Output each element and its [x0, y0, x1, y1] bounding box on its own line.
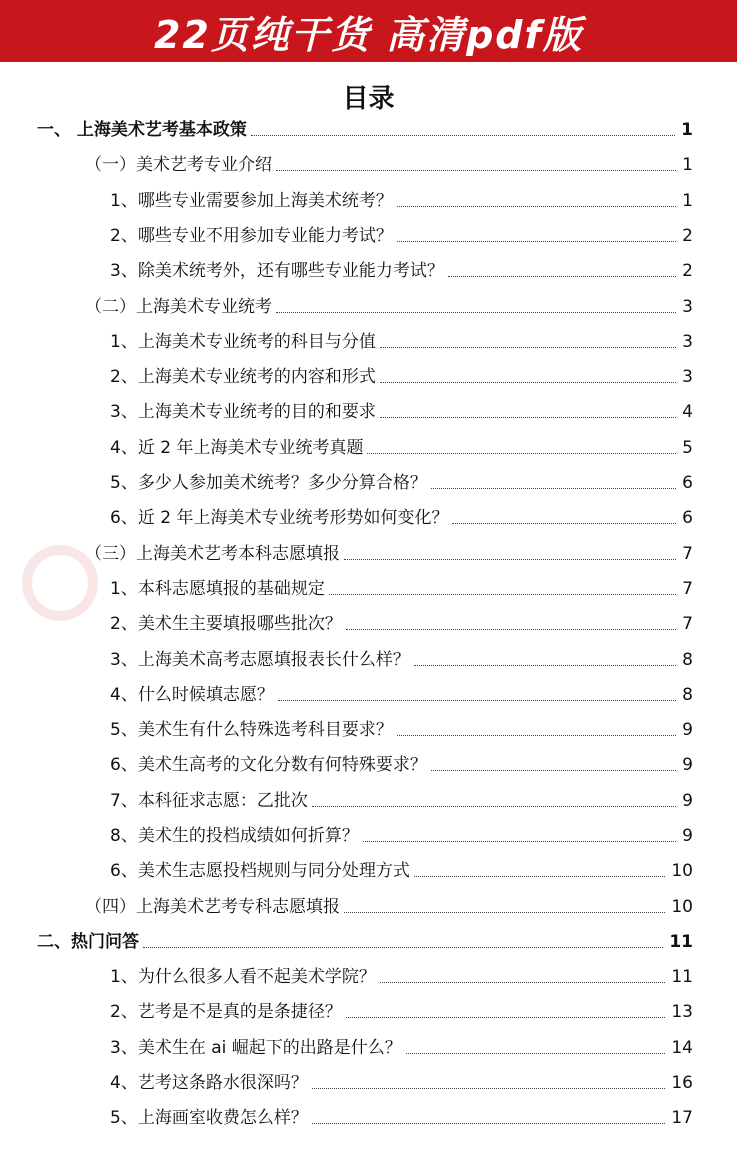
toc-entry-page: 13 [671, 1002, 693, 1022]
toc-entry-label: 1、上海美术专业统考的科目与分值 [110, 332, 376, 352]
toc-entry-label: 2、艺考是不是真的是条捷径？ [110, 1002, 342, 1022]
toc-entry-page: 14 [671, 1038, 693, 1058]
toc-dot-leader [346, 1017, 666, 1018]
toc-entry-page: 1 [682, 191, 693, 211]
toc-dot-leader [312, 1088, 666, 1089]
toc-entry-label: 2、上海美术专业统考的内容和形式 [110, 367, 376, 387]
toc-dot-leader [452, 523, 676, 524]
toc-entry[interactable] [110, 433, 693, 459]
toc-entry-page: 1 [682, 155, 693, 175]
toc-entry-page: 8 [682, 650, 693, 670]
toc-entry[interactable] [110, 574, 693, 600]
toc-dot-leader [397, 206, 676, 207]
toc-dot-leader [406, 1053, 666, 1054]
toc-entry-page: 17 [671, 1108, 693, 1128]
toc-entry[interactable] [110, 645, 693, 671]
toc-entry-page: 10 [671, 897, 693, 917]
toc-entry[interactable] [110, 750, 693, 776]
toc-entry[interactable] [110, 856, 693, 882]
toc-entry[interactable] [110, 256, 693, 282]
toc-entry[interactable] [85, 292, 693, 318]
toc-entry-label: 5、多少人参加美术统考？多少分算合格？ [110, 473, 427, 493]
toc-dot-leader [431, 770, 676, 771]
toc-entry-page: 11 [669, 932, 693, 952]
toc-dot-leader [143, 947, 663, 948]
toc-entry[interactable] [110, 397, 693, 423]
toc-entry-label: 2、哪些专业不用参加专业能力考试？ [110, 226, 393, 246]
toc-entry-page: 3 [682, 297, 693, 317]
toc-entry[interactable] [110, 221, 693, 247]
toc-entry[interactable] [110, 362, 693, 388]
toc-entry-label: 8、美术生的投档成绩如何折算？ [110, 826, 359, 846]
toc-entry-page: 1 [681, 120, 693, 140]
toc-dot-leader [312, 806, 676, 807]
toc-entry-page: 7 [682, 579, 693, 599]
toc-entry-label: 二、热门问答 [37, 932, 139, 952]
toc-dot-leader [346, 629, 676, 630]
toc-entry-page: 9 [682, 720, 693, 740]
toc-entry-page: 6 [682, 473, 693, 493]
toc-entry-label: （二）上海美术专业统考 [85, 297, 272, 317]
toc-entry[interactable] [110, 786, 693, 812]
toc-entry[interactable] [37, 115, 693, 141]
toc-entry[interactable] [85, 150, 693, 176]
toc-entry[interactable] [110, 962, 693, 988]
toc-entry[interactable] [110, 503, 693, 529]
toc-entry[interactable] [85, 892, 693, 918]
toc-entry-label: 3、美术生在 ai 崛起下的出路是什么？ [110, 1038, 402, 1058]
toc-entry[interactable] [110, 821, 693, 847]
toc-dot-leader [276, 170, 676, 171]
toc-entry-label: 2、美术生主要填报哪些批次？ [110, 614, 342, 634]
toc-entry-label: 3、上海美术专业统考的目的和要求 [110, 402, 376, 422]
toc-dot-leader [397, 735, 676, 736]
toc-dot-leader [397, 241, 676, 242]
toc-entry-page: 7 [682, 544, 693, 564]
toc-dot-leader [380, 417, 676, 418]
toc-entry-label: （三）上海美术艺考本科志愿填报 [85, 544, 340, 564]
toc-entry-page: 16 [671, 1073, 693, 1093]
toc-dot-leader [380, 347, 676, 348]
toc-dot-leader [251, 135, 675, 136]
toc-entry-label: 1、哪些专业需要参加上海美术统考？ [110, 191, 393, 211]
toc-entry-page: 2 [682, 226, 693, 246]
toc-entry-page: 6 [682, 508, 693, 528]
toc-entry[interactable] [85, 539, 693, 565]
toc-dot-leader [431, 488, 676, 489]
toc-entry[interactable] [110, 997, 693, 1023]
toc-entry[interactable] [37, 927, 693, 953]
toc-dot-leader [380, 982, 666, 983]
toc-entry-label: 6、近 2 年上海美术专业统考形势如何变化？ [110, 508, 449, 528]
toc-entry-page: 10 [671, 861, 693, 881]
toc-dot-leader [344, 559, 676, 560]
toc-entry-page: 9 [682, 755, 693, 775]
toc-dot-leader [448, 276, 676, 277]
toc-entry[interactable] [110, 186, 693, 212]
toc-dot-leader [363, 841, 676, 842]
toc-entry-label: 6、美术生高考的文化分数有何特殊要求？ [110, 755, 427, 775]
toc-dot-leader [414, 876, 666, 877]
toc-entry-label: 一、 上海美术艺考基本政策 [37, 120, 247, 140]
toc-entry-page: 5 [682, 438, 693, 458]
toc-entry-page: 4 [682, 402, 693, 422]
toc-entry[interactable] [110, 468, 693, 494]
banner-title: 22页纯干货 高清pdf版 [153, 12, 584, 57]
toc-entry[interactable] [110, 680, 693, 706]
banner [0, 0, 737, 62]
toc-title: 目录 [342, 84, 395, 114]
toc-dot-leader [312, 1123, 666, 1124]
toc-entry-page: 7 [682, 614, 693, 634]
toc-entry[interactable] [110, 327, 693, 353]
toc-entry[interactable] [110, 1033, 693, 1059]
toc-dot-leader [276, 312, 676, 313]
toc-dot-leader [278, 700, 676, 701]
toc-entry-label: 5、上海画室收费怎么样？ [110, 1108, 308, 1128]
toc-entry-page: 8 [682, 685, 693, 705]
toc-entry-label: 1、本科志愿填报的基础规定 [110, 579, 325, 599]
toc-dot-leader [380, 382, 676, 383]
toc-entry-page: 3 [682, 332, 693, 352]
toc-entry-label: （一）美术艺考专业介绍 [85, 155, 272, 175]
toc-entry-page: 3 [682, 367, 693, 387]
toc-dot-leader [367, 453, 676, 454]
toc-entry-label: 7、本科征求志愿：乙批次 [110, 791, 308, 811]
toc-entry-label: 4、艺考这条路水很深吗？ [110, 1073, 308, 1093]
toc-entry-label: 3、除美术统考外，还有哪些专业能力考试？ [110, 261, 444, 281]
toc-entry[interactable] [110, 1068, 693, 1094]
toc-entry[interactable] [110, 1103, 693, 1129]
toc-entry-label: 3、上海美术高考志愿填报表长什么样？ [110, 650, 410, 670]
toc-entry[interactable] [110, 715, 693, 741]
toc-entry-label: 4、近 2 年上海美术专业统考真题 [110, 438, 364, 458]
toc-entry-page: 11 [671, 967, 693, 987]
toc-entry-label: 1、为什么很多人看不起美术学院？ [110, 967, 376, 987]
toc-entry-label: 5、美术生有什么特殊选考科目要求？ [110, 720, 393, 740]
toc-dot-leader [414, 665, 676, 666]
toc-entry-label: 6、美术生志愿投档规则与同分处理方式 [110, 861, 410, 881]
toc-entry-label: 4、什么时候填志愿？ [110, 685, 274, 705]
toc-dot-leader [344, 912, 665, 913]
toc-entry-page: 9 [682, 791, 693, 811]
toc-entry[interactable] [110, 609, 693, 635]
toc-entry-label: （四）上海美术艺考专科志愿填报 [85, 897, 340, 917]
toc-dot-leader [329, 594, 676, 595]
toc-entry-page: 2 [682, 261, 693, 281]
toc-entry-page: 9 [682, 826, 693, 846]
